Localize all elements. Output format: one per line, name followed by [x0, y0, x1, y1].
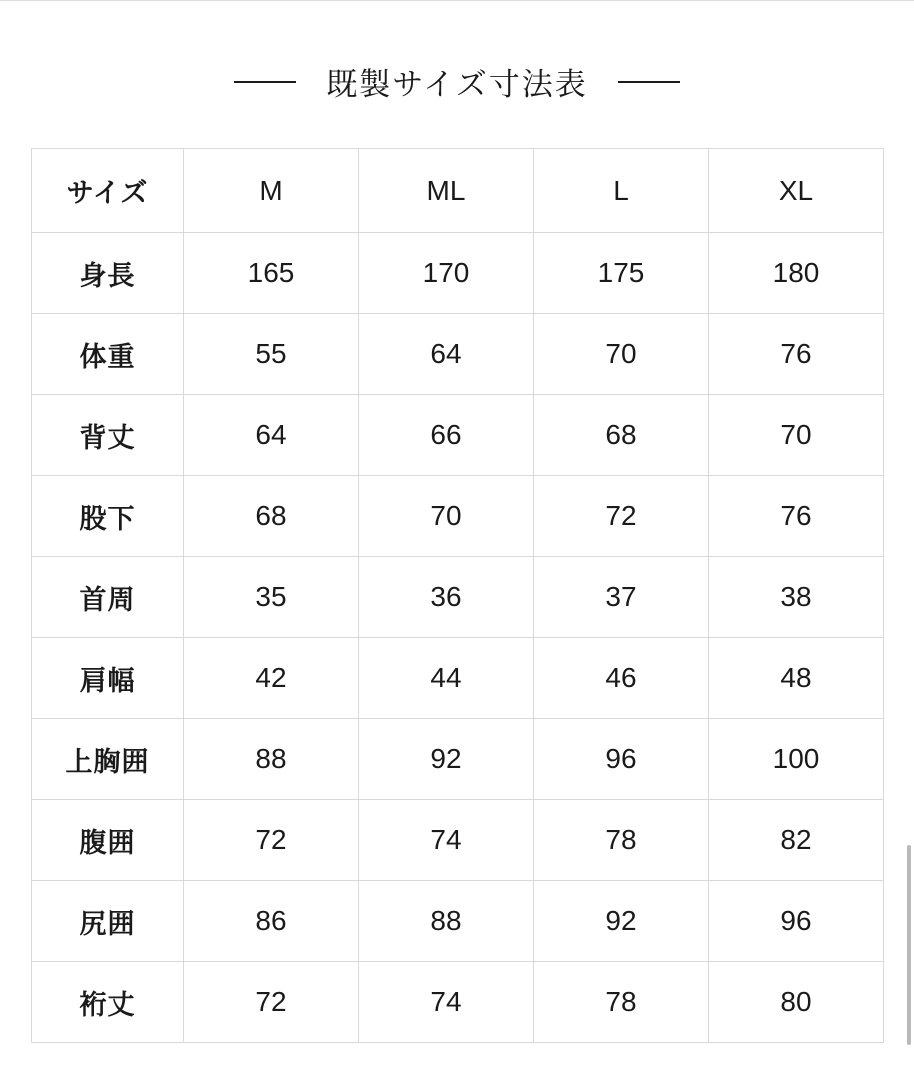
row-value: 70: [534, 314, 709, 395]
row-label: 腹囲: [32, 800, 184, 881]
row-value: 74: [359, 800, 534, 881]
row-value: 88: [184, 719, 359, 800]
table-row: [32, 638, 884, 719]
table-row: [32, 476, 884, 557]
row-value: 165: [184, 233, 359, 314]
row-label: 上胸囲: [32, 719, 184, 800]
row-value: 92: [534, 881, 709, 962]
row-value: 78: [534, 800, 709, 881]
table-row: [32, 557, 884, 638]
table-header-cell-ml: ML: [359, 149, 534, 233]
table-header-cell-xl: XL: [709, 149, 884, 233]
title-left-dash-icon: [234, 81, 296, 83]
row-value: 66: [359, 395, 534, 476]
row-value: 70: [709, 395, 884, 476]
row-value: 72: [184, 962, 359, 1043]
row-value: 96: [534, 719, 709, 800]
title-right-dash-icon: [618, 81, 680, 83]
top-divider: [0, 0, 914, 1]
row-value: 46: [534, 638, 709, 719]
table-row: [32, 314, 884, 395]
row-value: 36: [359, 557, 534, 638]
row-value: 72: [184, 800, 359, 881]
row-value: 76: [709, 476, 884, 557]
row-value: 64: [184, 395, 359, 476]
page-title-text: 既製サイズ寸法表: [326, 67, 588, 102]
row-value: 100: [709, 719, 884, 800]
page-title: [0, 59, 914, 104]
row-value: 86: [184, 881, 359, 962]
table-header-cell-size: サイズ: [32, 149, 184, 233]
row-value: 96: [709, 881, 884, 962]
row-value: 92: [359, 719, 534, 800]
table-row: [32, 962, 884, 1043]
row-value: 70: [359, 476, 534, 557]
row-value: 55: [184, 314, 359, 395]
row-value: 74: [359, 962, 534, 1043]
table-row: [32, 395, 884, 476]
table-row: [32, 800, 884, 881]
row-label: 肩幅: [32, 638, 184, 719]
vertical-scrollbar[interactable]: [907, 845, 911, 1045]
size-table: [31, 148, 884, 1043]
row-value: 175: [534, 233, 709, 314]
table-header-cell-m: M: [184, 149, 359, 233]
row-label: 尻囲: [32, 881, 184, 962]
row-label: 体重: [32, 314, 184, 395]
row-value: 80: [709, 962, 884, 1043]
row-value: 68: [534, 395, 709, 476]
table-header-row: [32, 149, 884, 233]
row-label: 身長: [32, 233, 184, 314]
row-value: 76: [709, 314, 884, 395]
row-value: 42: [184, 638, 359, 719]
row-value: 64: [359, 314, 534, 395]
row-value: 78: [534, 962, 709, 1043]
row-value: 170: [359, 233, 534, 314]
row-label: 股下: [32, 476, 184, 557]
row-value: 48: [709, 638, 884, 719]
table-row: [32, 233, 884, 314]
row-value: 37: [534, 557, 709, 638]
table-header-cell-l: L: [534, 149, 709, 233]
row-value: 38: [709, 557, 884, 638]
row-label: 背丈: [32, 395, 184, 476]
row-value: 82: [709, 800, 884, 881]
row-value: 35: [184, 557, 359, 638]
row-value: 88: [359, 881, 534, 962]
table-row: [32, 719, 884, 800]
row-value: 72: [534, 476, 709, 557]
row-label: 裄丈: [32, 962, 184, 1043]
row-value: 68: [184, 476, 359, 557]
row-value: 44: [359, 638, 534, 719]
row-value: 180: [709, 233, 884, 314]
table-row: [32, 881, 884, 962]
row-label: 首周: [32, 557, 184, 638]
size-table-container: [31, 148, 883, 1043]
